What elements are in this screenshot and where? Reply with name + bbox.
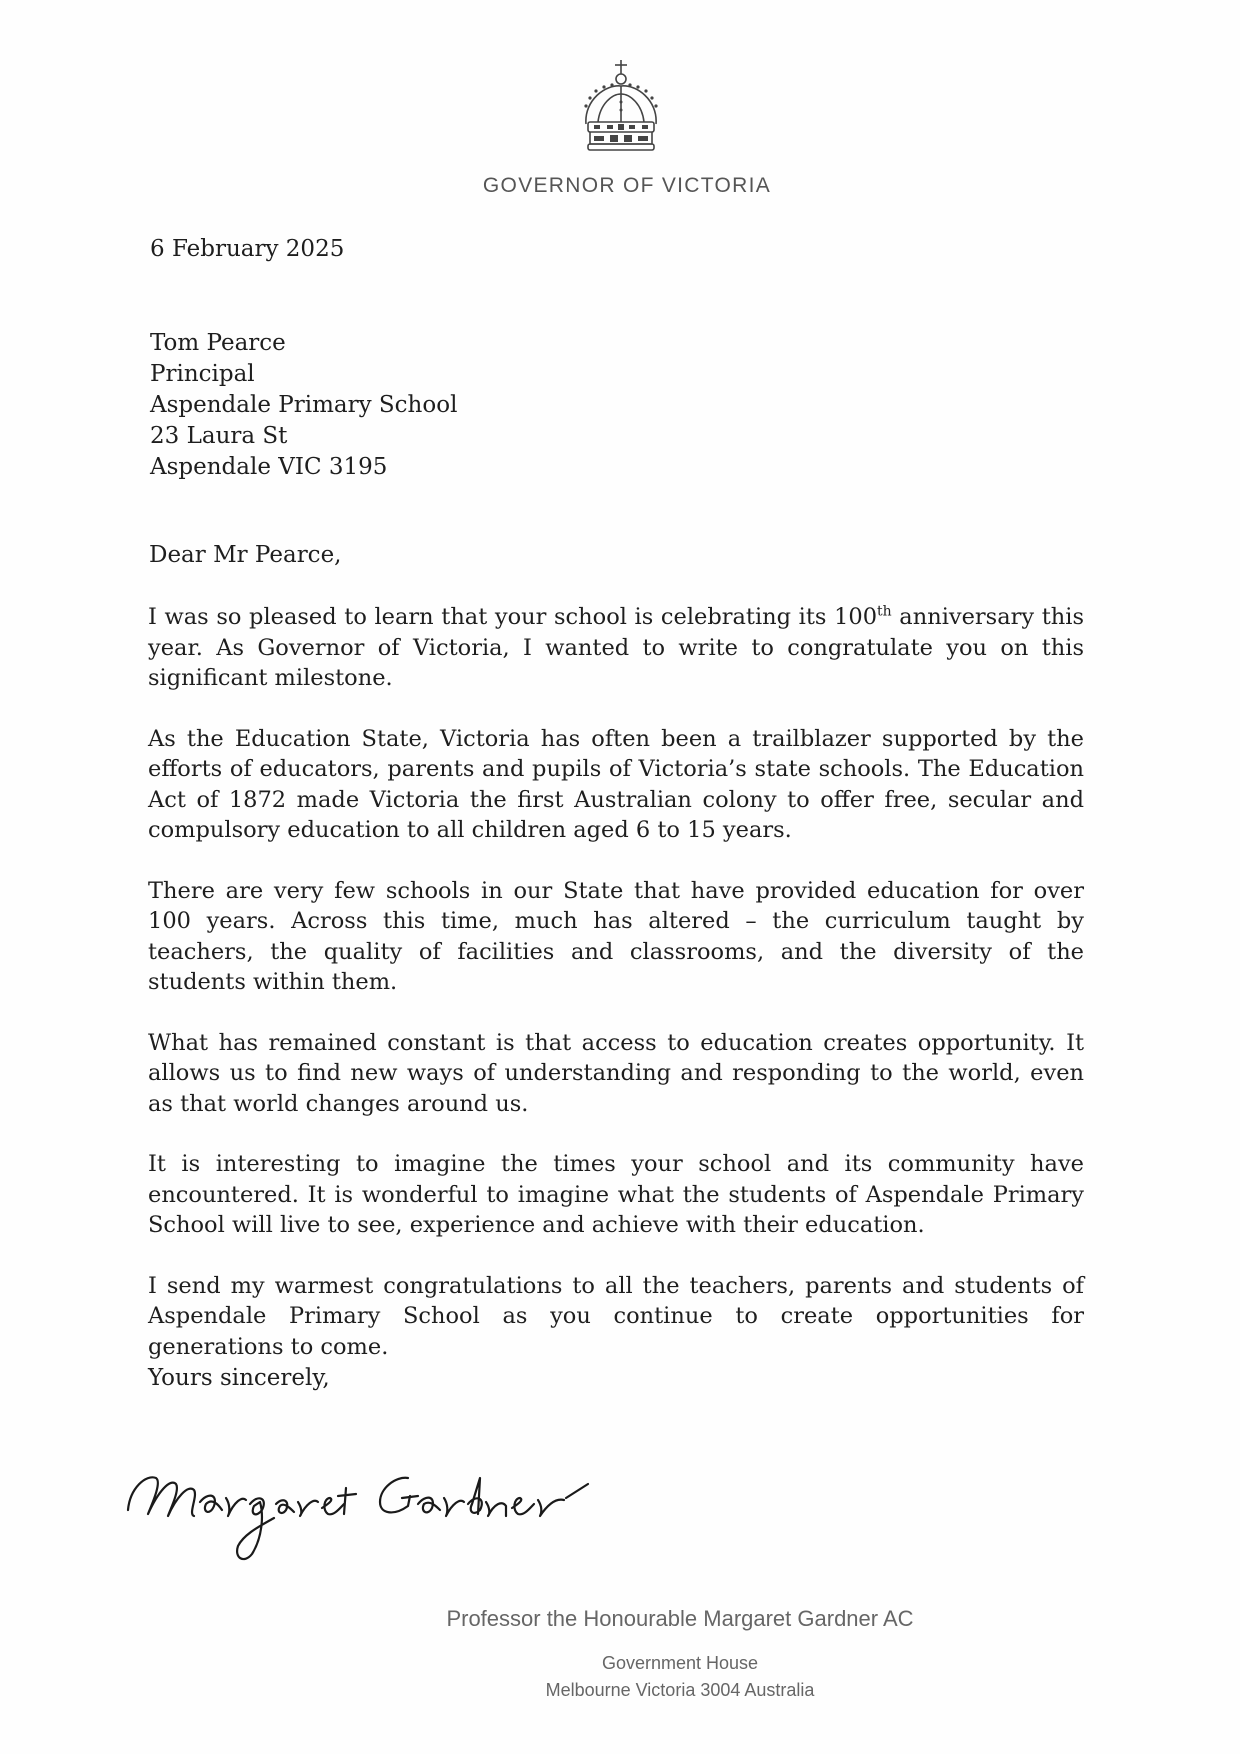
body-paragraph-1: [148, 602, 1084, 694]
footer-address: [0, 1650, 1240, 1704]
paragraph-1-start: I was so pleased to learn that your school is celebrating its 100: [148, 604, 878, 630]
body-paragraph-3: There are very few schools in our State that have provided education for over 100 years. Across this time, much has altered – the curriculum taught by teachers, the quality of facilities and classrooms, and the diversity of the students within them.: [148, 877, 1084, 995]
address-line-1: Government House: [601, 1653, 759, 1673]
letter-body: [148, 602, 1084, 1392]
body-paragraph-4: What has remained constant is that access to education creates opportunity. It allows us to find new ways of understanding and responding to the world, even as that world changes around us.: [148, 1029, 1084, 1117]
recipient-title: Principal: [150, 361, 255, 387]
body-paragraph-2: As the Education State, Victoria has often been a trailblazer supported by the efforts of educators, parents and pupils of Victoria’s state schools. The Education Act of 1872 made Victoria the first Australian colony to offer free, secular and compulsory education to all children aged 6 to 15 years.: [148, 725, 1084, 843]
office-title: GOVERNOR OF VICTORIA: [482, 174, 772, 197]
recipient-school: Aspendale Primary School: [150, 392, 458, 418]
ordinal-suffix: th: [877, 603, 892, 620]
paragraph-1-end: anniversary this year. As Governor of Victoria, I wanted to write to congratulate you on this significant milestone.: [148, 604, 1085, 691]
recipient-suburb: Aspendale VIC 3195: [150, 454, 388, 480]
crown-icon: [578, 58, 664, 152]
letter-date: 6 February 2025: [150, 236, 345, 262]
salutation: Dear Mr Pearce,: [149, 542, 342, 568]
recipient-name: Tom Pearce: [150, 330, 286, 356]
recipient-block: [150, 328, 457, 483]
signatory-name: Professor the Honourable Margaret Gardner AC: [446, 1606, 914, 1631]
body-paragraph-5: It is interesting to imagine the times your school and its community have encountered. It is wonderful to imagine what the students of Aspendale Primary School will live to see, experience and achieve with their education.: [148, 1151, 1084, 1238]
recipient-street: 23 Laura St: [150, 423, 288, 449]
address-line-2: Melbourne Victoria 3004 Australia: [545, 1680, 815, 1700]
closing: Yours sincerely,: [148, 1365, 330, 1391]
body-paragraph-6: I send my warmest congratulations to all the teachers, parents and students of Aspendale Primary School as you continue to create opportunities for generations to come.: [148, 1272, 1084, 1360]
handwritten-signature: [118, 1418, 618, 1568]
